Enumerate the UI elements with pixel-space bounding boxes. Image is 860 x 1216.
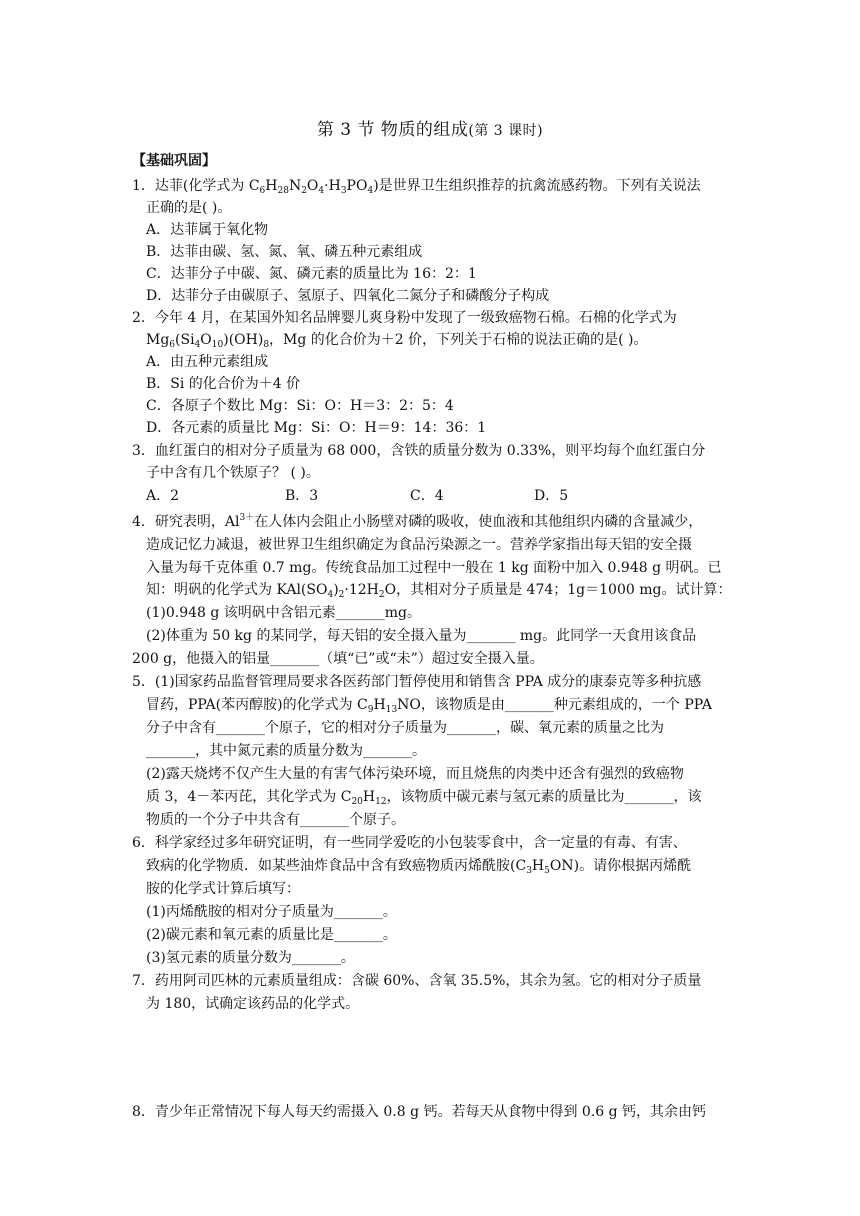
- q3-stem-line2: 子中含有几个铁原子？ ( )。: [146, 465, 320, 481]
- section-heading: 【基础巩固】: [132, 153, 216, 169]
- q7-stem-line2: 为 180，试确定该药品的化学式。: [146, 996, 360, 1012]
- q4-stem-line4: 知：明矾的化学式为 $KAl(SO_4)_2\cdot 12H_2O$，其相对分子质量是 474；1g＝1000 mg。试计算：: [146, 582, 732, 600]
- q3-option-a: A．2: [146, 488, 180, 504]
- q3-option-d: D．5: [534, 488, 569, 504]
- q1-option-c: C．达菲分子中碳、氮、磷元素的质量比为 16：2：1: [146, 266, 477, 282]
- q1-stem-line2: 正确的是( )。: [146, 200, 232, 216]
- q6-stem-line1: 6．科学家经过多年研究证明，有一些同学爱吃的小包装零食中，含一定量的有毒、有害、: [132, 835, 687, 851]
- q5-part2-line3: 物质的一个分子中共含有_______个原子。: [146, 812, 405, 828]
- q5-part2-line1: (2)露天烧烤不仅产生大量的有害气体污染环境，而且烧焦的肉类中还含有强烈的致癌物: [146, 766, 684, 782]
- q8-stem-line1: 8．青少年正常情况下每人每天约需摄入 0.8 g 钙。若每天从食物中得到 0.6 g 钙，其余由钙: [132, 1104, 707, 1120]
- q1-option-a: A．达菲属于氧化物: [146, 222, 269, 238]
- q1-stem-line1: 1．达菲(化学式为 $C_6H_{28}N_2O_4\cdot H_3PO_4$)是世界卫生组织推荐的抗禽流感药物。下列有关说法: [132, 178, 701, 196]
- q6-part1: (1)丙烯酰胺的相对分子质量为_______。: [146, 904, 397, 920]
- q2-option-c: C．各原子个数比 Mg：Si：O：H＝3：2：5：4: [146, 398, 454, 414]
- q7-stem-line1: 7．药用阿司匹林的元素质量组成：含碳 60%、含氧 35.5%，其余为氢。它的相对分子质量: [132, 973, 702, 989]
- q5-stem-line1: 5．(1)国家药品监督管理局要求各医药部门暂停使用和销售含 PPA 成分的康泰克等多种抗感: [132, 674, 702, 690]
- q4-stem-line3: 入量为每千克体重 0.7 mg。传统食品加工过程中一般在 1 kg 面粉中加入 0.948 g 明矾。已: [146, 560, 722, 576]
- q5-stem-line3: 分子中含有_______个原子，它的相对分子质量为_______，碳、氧元素的质量之比为: [146, 720, 664, 736]
- title-main: 第 3 节 物质的组成: [316, 120, 469, 140]
- page-title: [0, 115, 860, 140]
- q3-stem-line1: 3．血红蛋白的相对分子质量为 68 000，含铁的质量分数为 0.33%，则平均每个血红蛋白分: [132, 443, 706, 459]
- q2-stem-line1: 2．今年 4 月，在某国外知名品牌婴儿爽身粉中发现了一级致癌物石棉。石棉的化学式为: [132, 310, 677, 326]
- q6-stem-line2: 致病的化学物质．如某些油炸食品中含有致癌物质丙烯酰胺$(C_3H_5ON)$。请你根据丙烯酰: [146, 858, 692, 876]
- q2-option-b: B．Si 的化合价为＋4 价: [146, 376, 301, 392]
- q6-part2: (2)碳元素和氧元素的质量比是_______。: [146, 927, 397, 943]
- q2-option-d: D．各元素的质量比 Mg：Si：O：H＝9：14：36：1: [146, 420, 487, 436]
- q1-option-d: D．达菲分子由碳原子、氢原子、四氧化二氮分子和磷酸分子构成: [146, 288, 550, 304]
- q5-stem-line2: 冒药，PPA(苯丙醇胺)的化学式为 $C_9H_{13}NO$，该物质是由_______种元素组成的，一个 PPA: [146, 697, 713, 715]
- q4-stem-line1: 4．研究表明，$Al^{3+}$在人体内会阻止小肠壁对磷的吸收，使血液和其他组织内磷的含量减少，: [132, 513, 703, 530]
- q4-stem-line2: 造成记忆力减退，被世界卫生组织确定为食品污染源之一。营养学家指出每天铝的安全摄: [146, 537, 692, 553]
- q1-option-b: B．达菲由碳、氢、氮、氧、磷五种元素组成: [146, 244, 423, 260]
- q6-stem-line3: 胺的化学式计算后填写：: [146, 881, 300, 897]
- q4-part2-cont: 200 g，他摄入的铝量_______（填“已”或“未”）超过安全摄入量。: [132, 651, 544, 667]
- q3-option-c: C．4: [410, 488, 444, 504]
- q4-part2: (2)体重为 50 kg 的某同学，每天铝的安全摄入量为_______ mg。此同学一天食用该食品: [146, 628, 697, 644]
- q2-stem-line2: $Mg_6(Si_4O_{10})(OH)_8$，Mg 的化合价为＋2 价，下列关于石棉的说法正确的是( )。: [146, 332, 648, 350]
- q5-part2-line2: 质 3，4－苯丙芘，其化学式为 $C_{20}H_{12}$，该物质中碳元素与氢元素的质量比为_______，该: [146, 789, 702, 807]
- title-lesson: (第 3 课时): [468, 123, 544, 139]
- q4-part1: (1)0.948 g 该明矾中含铝元素_______mg。: [146, 605, 422, 621]
- q6-part3: (3)氢元素的质量分数为_______。: [146, 950, 355, 966]
- q3-option-b: B．3: [285, 488, 319, 504]
- q2-option-a: A．由五种元素组成: [146, 354, 269, 370]
- q5-stem-line4: _______，其中氮元素的质量分数为_______。: [146, 743, 426, 759]
